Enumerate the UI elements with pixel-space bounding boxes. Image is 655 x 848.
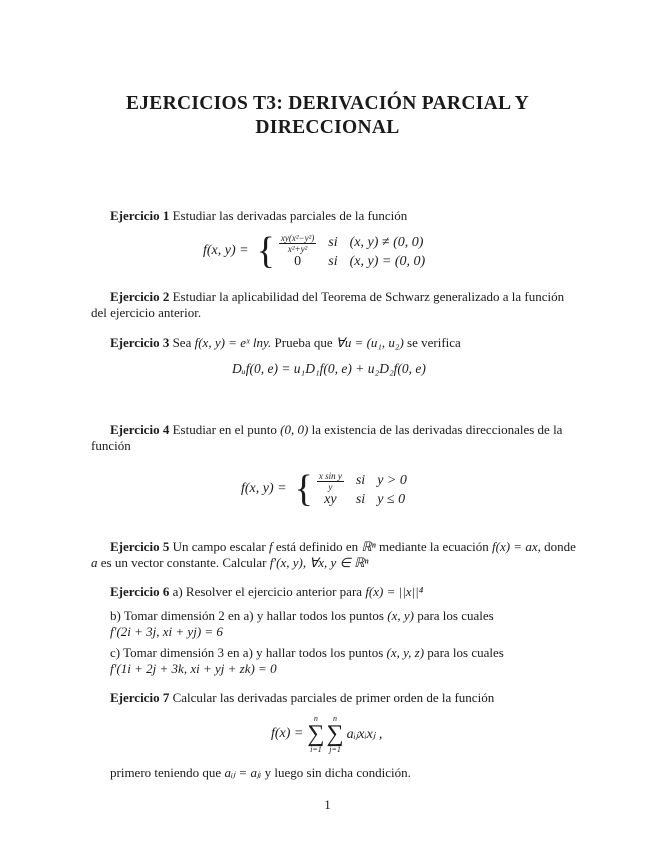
exercise-text: Estudiar la aplicabilidad del Teorema de Schwarz generalizado a la función del ejercicio anterior. — [91, 289, 565, 320]
fraction: $\frac{\text{xy(x²−y²)}}{\text{x²+y²}}$ — [280, 232, 315, 254]
exercise-7-condition: primero teniendo que aᵢⱼ = aⱼᵢ y luego sin dicha condición. — [110, 765, 411, 780]
exercise-label: Ejercicio 7 — [110, 690, 170, 705]
equation-double-sum: f(x) = n ∑ i=1 n ∑ j=1 aᵢⱼxᵢxⱼ , — [271, 714, 383, 754]
exercise-2 — [91, 289, 581, 321]
left-brace-icon: { — [256, 230, 275, 272]
page-number: 1 — [324, 797, 331, 812]
title-line-1: EJERCICIOS T3: DERIVACIÓN PARCIAL Y — [125, 93, 530, 114]
sigma-icon: ∑ — [307, 721, 325, 747]
exercise-label: Ejercicio 3 — [110, 335, 170, 350]
left-brace-icon: { — [294, 468, 313, 510]
sum-symbol-j: n ∑ j=1 — [326, 714, 344, 754]
sum-symbol-i: n ∑ i=1 — [307, 714, 325, 754]
cases-grid: $\frac{\text{x sin y}}{y}$ si y > 0 xy si y ≤ 0 — [318, 470, 407, 507]
exercise-text: Estudiar las derivadas parciales de la función — [172, 208, 408, 223]
exercise-7: Ejercicio 7 Calcular las derivadas parciales de primer orden de la función — [110, 690, 495, 705]
equation-piecewise-2 — [241, 470, 407, 508]
exercise-6-part-c: c) Tomar dimensión 3 en a) y hallar todos los puntos (x, y, z) para los cuales f′(1i + 2j + 3k, xi + yj + zk) = 0 — [110, 645, 504, 676]
sigma-icon: ∑ — [326, 721, 344, 747]
fraction: $\frac{\text{x sin y}}{y}$ — [318, 470, 342, 492]
exercise-label: Ejercicio 5 — [110, 539, 170, 554]
exercise-label: Ejercicio 1 — [110, 208, 170, 223]
exercise-1 — [110, 208, 580, 224]
equation-lhs: f(x, y) = — [241, 481, 287, 496]
exercise-6-part-b: b) Tomar dimensión 2 en a) y hallar todos los puntos (x, y) para los cuales f′(2i + 3j, xi + yj) = 6 — [110, 608, 494, 639]
exercise-3: Ejercicio 3 Sea f(x, y) = eˣ lny. Prueba que ∀u = (u₁, u₂) se verifica — [110, 335, 461, 350]
exercise-label: Ejercicio 2 — [110, 289, 170, 304]
exercise-4: Ejercicio 4 Estudiar en el punto (0, 0) la existencia de las derivadas direccionales de la función — [91, 422, 563, 453]
exercise-label: Ejercicio 4 — [110, 422, 170, 437]
title-line-2: DIRECCIONAL — [255, 117, 400, 138]
equation-directional: Dᵤf(0, e) = u₁D₁f(0, e) + u₂D₂f(0, e) — [232, 361, 426, 376]
equation-lhs: f(x, y) = — [203, 243, 249, 258]
exercise-label: Ejercicio 6 — [110, 584, 170, 599]
equation-piecewise-1 — [203, 232, 425, 270]
exercise-5: Ejercicio 5 Un campo escalar f está definido en ℝⁿ mediante la ecuación f(x) = ax, donde a es un vector constante. Calcular f′(x, y), ∀x, y ∈ ℝⁿ — [91, 539, 576, 570]
exercise-6-part-a: Ejercicio 6 a) Resolver el ejercicio anterior para f(x) = ||x||⁴ — [110, 584, 424, 599]
cases-grid: $\frac{\text{xy(x²−y²)}}{\text{x²+y²}}$ si (x, y) ≠ (0, 0) 0 si (x, y) = (0, 0) — [280, 232, 426, 269]
page-title — [0, 92, 655, 140]
